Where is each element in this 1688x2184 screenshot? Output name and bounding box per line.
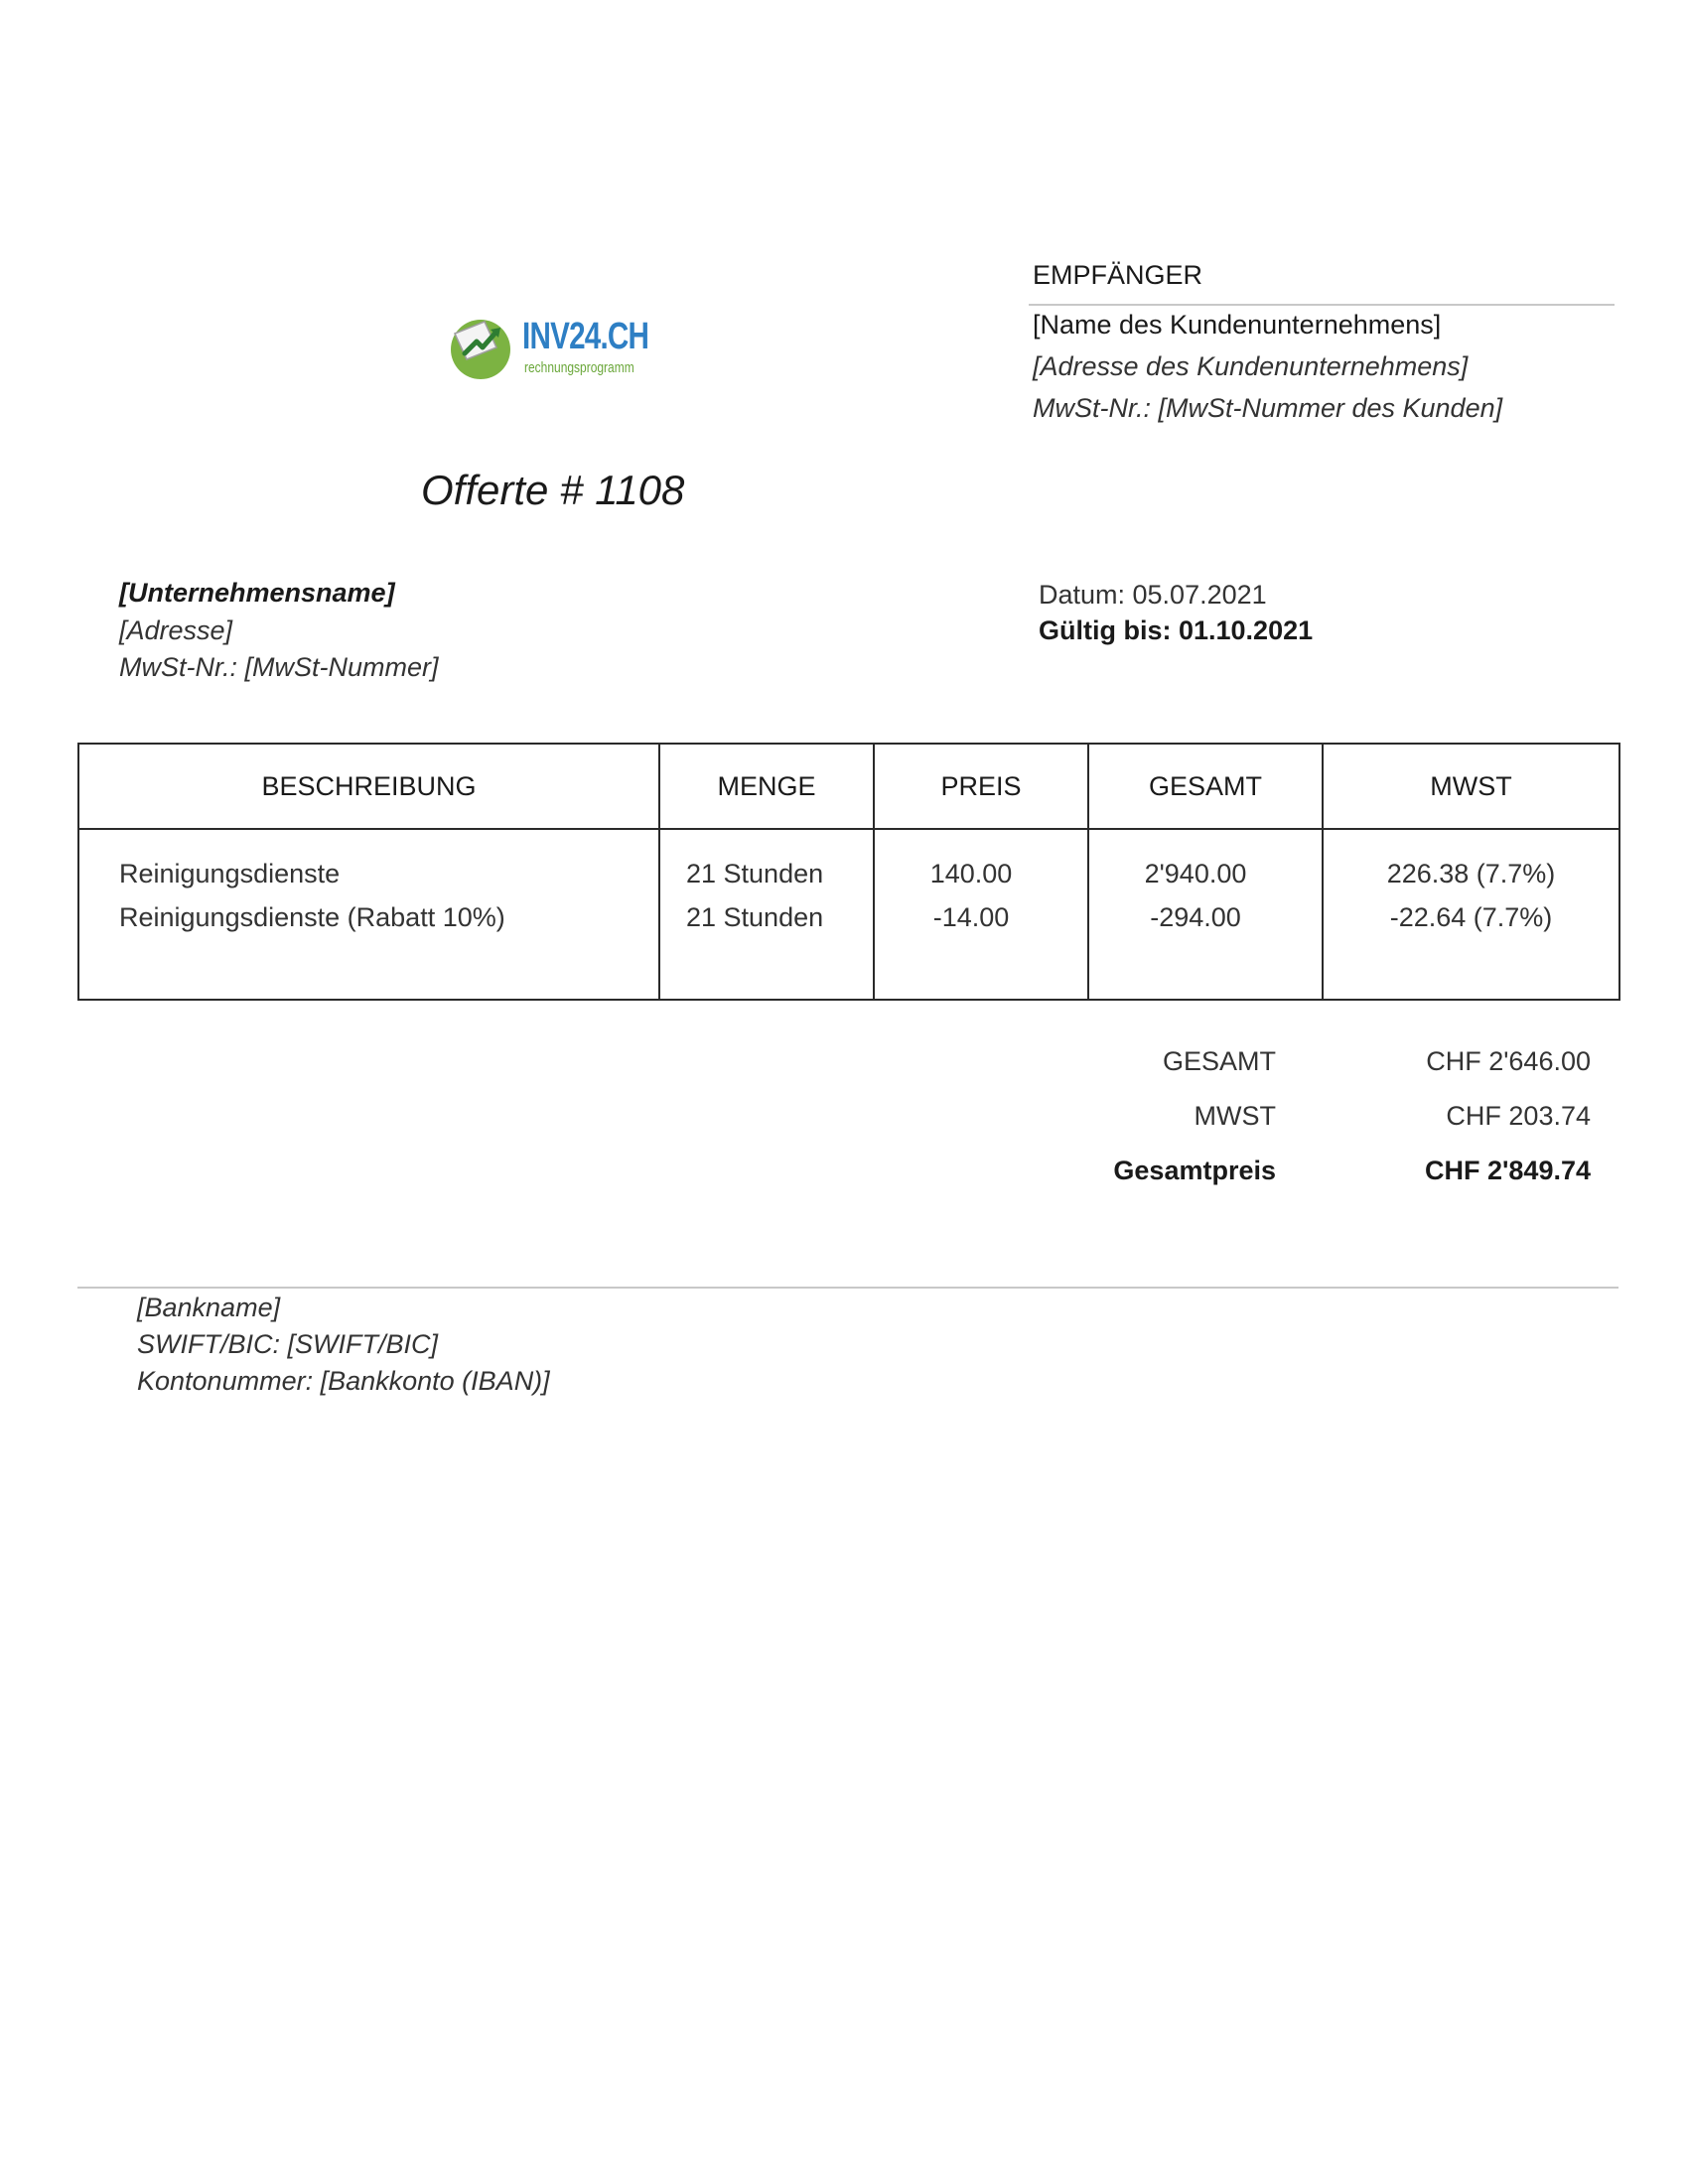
column-header-quantity: MENGE bbox=[659, 744, 874, 829]
table-row: 2'940.00 bbox=[1144, 859, 1247, 888]
company-name: [Unternehmensname] bbox=[119, 578, 395, 608]
recipient-vat: MwSt-Nr.: [MwSt-Nummer des Kunden] bbox=[1033, 393, 1503, 423]
vat-total-value: CHF 203.74 bbox=[1446, 1101, 1591, 1131]
vat-total-label: MWST bbox=[1194, 1101, 1276, 1131]
price-cell bbox=[874, 829, 1088, 1000]
recipient-divider bbox=[1029, 304, 1615, 306]
description-cell bbox=[78, 829, 659, 1000]
items-table bbox=[77, 743, 1620, 1001]
company-vat: MwSt-Nr.: [MwSt-Nummer] bbox=[119, 652, 439, 682]
document-title: Offerte # 1108 bbox=[421, 467, 685, 513]
column-header-total: GESAMT bbox=[1088, 744, 1323, 829]
table-row: -14.00 bbox=[932, 902, 1010, 932]
recipient-heading: EMPFÄNGER bbox=[1033, 260, 1203, 290]
grand-total-label: Gesamtpreis bbox=[1113, 1156, 1276, 1185]
table-row: -22.64 (7.7%) bbox=[1389, 902, 1553, 932]
logo-mark-icon bbox=[445, 308, 524, 387]
table-row: 226.38 (7.7%) bbox=[1386, 859, 1556, 888]
total-cell bbox=[1088, 829, 1323, 1000]
vat-cell bbox=[1323, 829, 1619, 1000]
logo-tagline: rechnungsprogramm bbox=[524, 359, 634, 376]
bank-name: [Bankname] bbox=[137, 1293, 281, 1322]
document-date: Datum: 05.07.2021 bbox=[1039, 580, 1267, 610]
table-body-row bbox=[78, 829, 1619, 1000]
subtotal-label: GESAMT bbox=[1162, 1046, 1276, 1076]
table-row: 21 Stunden bbox=[686, 859, 824, 888]
table-row: Reinigungsdienste (Rabatt 10%) bbox=[119, 902, 505, 932]
valid-until: Gültig bis: 01.10.2021 bbox=[1039, 615, 1314, 645]
bank-swift: SWIFT/BIC: [SWIFT/BIC] bbox=[137, 1329, 438, 1359]
bank-divider bbox=[77, 1287, 1618, 1289]
table-row: -294.00 bbox=[1150, 902, 1241, 932]
recipient-name: [Name des Kundenunternehmens] bbox=[1033, 310, 1442, 340]
company-address: [Adresse] bbox=[119, 615, 233, 645]
recipient-address: [Adresse des Kundenunternehmens] bbox=[1033, 351, 1469, 381]
table-header-row bbox=[78, 744, 1619, 829]
column-header-price: PREIS bbox=[874, 744, 1088, 829]
logo-wordmark: INV24.CH bbox=[522, 316, 649, 357]
table-row: 140.00 bbox=[929, 859, 1013, 888]
grand-total-value: CHF 2'849.74 bbox=[1424, 1156, 1591, 1185]
table-row: 21 Stunden bbox=[686, 902, 824, 932]
column-header-description: BESCHREIBUNG bbox=[78, 744, 659, 829]
column-header-vat: MWST bbox=[1323, 744, 1619, 829]
bank-account: Kontonummer: [Bankkonto (IBAN)] bbox=[137, 1366, 550, 1396]
subtotal-value: CHF 2'646.00 bbox=[1426, 1046, 1591, 1076]
table-row: Reinigungsdienste bbox=[119, 859, 341, 888]
quantity-cell bbox=[659, 829, 874, 1000]
